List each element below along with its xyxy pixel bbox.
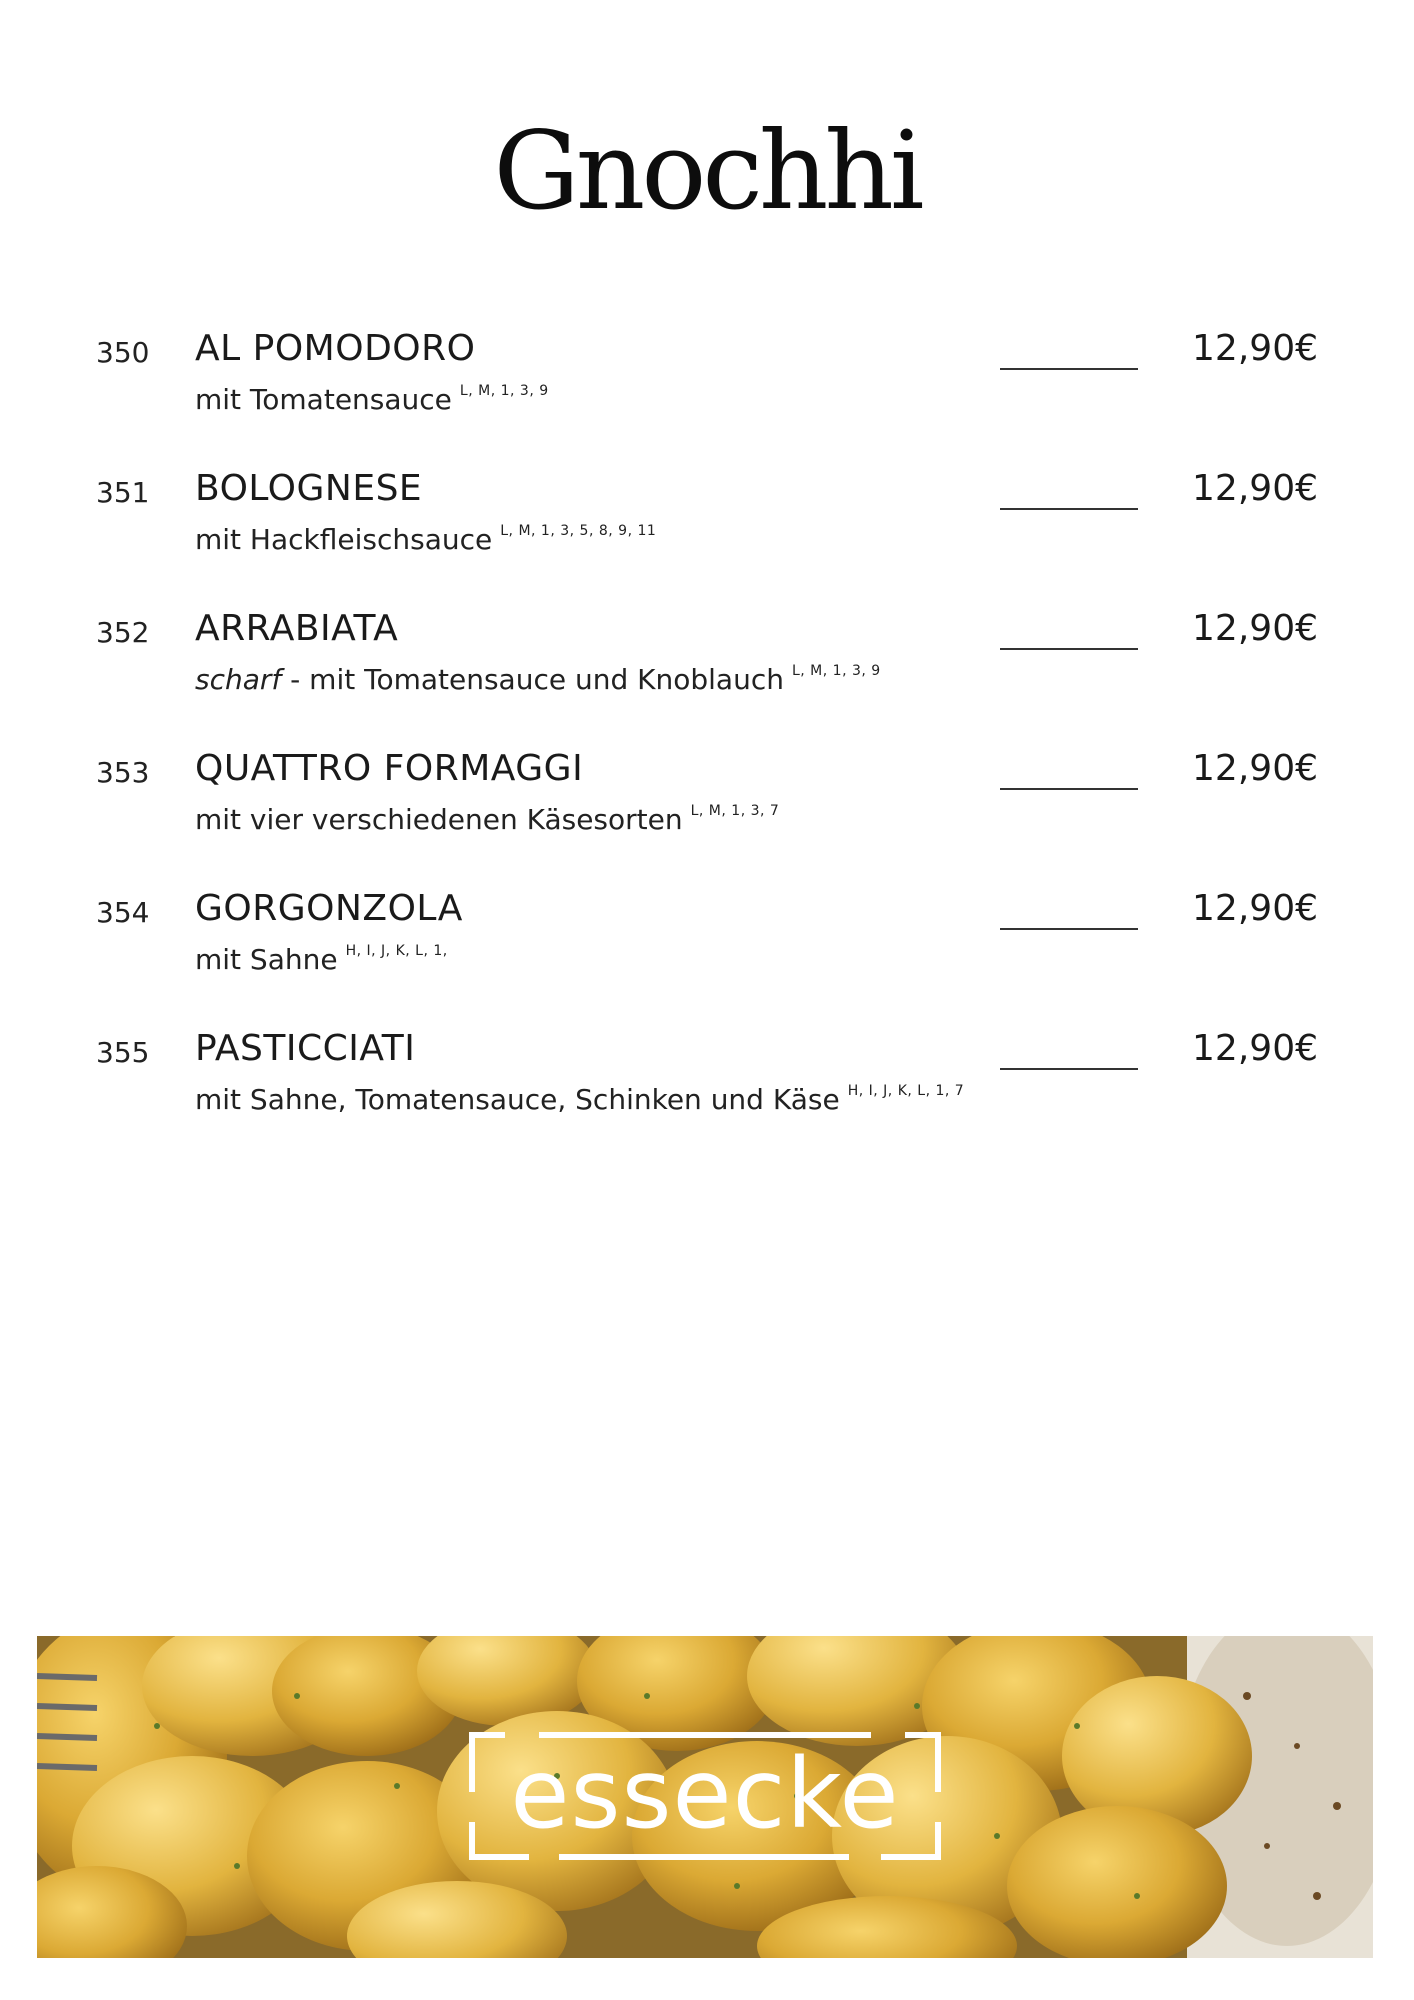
- item-price: 12,90€: [1192, 748, 1318, 789]
- allergen-codes: H, I, J, K, L, 1,: [345, 943, 448, 959]
- item-price: 12,90€: [1192, 608, 1318, 649]
- price-leader-line: [1000, 368, 1138, 370]
- item-number: 351: [96, 476, 150, 509]
- price-leader-line: [1000, 788, 1138, 790]
- item-description: mit Tomatensauce $^{L, M, 1, 3, 9}$: [195, 383, 549, 416]
- logo-text: essecke: [510, 1738, 900, 1850]
- item-price: 12,90€: [1192, 468, 1318, 509]
- menu-item-352: [0, 608, 1414, 728]
- allergen-codes: L, M, 1, 3, 9: [791, 663, 881, 679]
- item-name: AL POMODORO: [195, 328, 476, 369]
- item-name: QUATTRO FORMAGGI: [195, 748, 584, 789]
- menu-item-350: [0, 328, 1414, 448]
- item-number: 352: [96, 616, 150, 649]
- menu-item-351: [0, 468, 1414, 588]
- item-name: BOLOGNESE: [195, 468, 423, 509]
- allergen-codes: H, I, J, K, L, 1, 7: [847, 1083, 965, 1099]
- price-leader-line: [1000, 928, 1138, 930]
- menu-item-354: [0, 888, 1414, 1008]
- item-description: mit Sahne $^{H, I, J, K, L, 1,}$: [195, 943, 448, 976]
- item-number: 355: [96, 1036, 150, 1069]
- item-number: 350: [96, 336, 150, 369]
- allergen-codes: L, M, 1, 3, 7: [690, 803, 780, 819]
- item-name: PASTICCIATI: [195, 1028, 416, 1069]
- allergen-codes: L, M, 1, 3, 9: [459, 383, 549, 399]
- price-leader-line: [1000, 508, 1138, 510]
- item-price: 12,90€: [1192, 1028, 1318, 1069]
- gnocchi-photo-banner: [37, 1636, 1373, 1958]
- item-name: ARRABIATA: [195, 608, 399, 649]
- item-description: mit Hackfleischsauce $^{L, M, 1, 3, 5, 8, 9, 11}$: [195, 523, 657, 556]
- item-price: 12,90€: [1192, 888, 1318, 929]
- item-number: 354: [96, 896, 150, 929]
- menu-item-355: [0, 1028, 1414, 1148]
- price-leader-line: [1000, 648, 1138, 650]
- item-name: GORGONZOLA: [195, 888, 463, 929]
- item-number: 353: [96, 756, 150, 789]
- menu-item-353: [0, 748, 1414, 868]
- price-leader-line: [1000, 1068, 1138, 1070]
- item-description: scharf - mit Tomatensauce und Knoblauch $^{L, M, 1, 3, 9}$: [195, 663, 881, 696]
- item-price: 12,90€: [1192, 328, 1318, 369]
- essecke-logo: [469, 1732, 941, 1860]
- item-description: mit Sahne, Tomatensauce, Schinken und Käse $^{H, I, J, K, L, 1, 7}$: [195, 1083, 965, 1116]
- page-title: Gnochhi: [493, 109, 921, 234]
- allergen-codes: L, M, 1, 3, 5, 8, 9, 11: [500, 523, 657, 539]
- item-description: mit vier verschiedenen Käsesorten $^{L, M, 1, 3, 7}$: [195, 803, 780, 836]
